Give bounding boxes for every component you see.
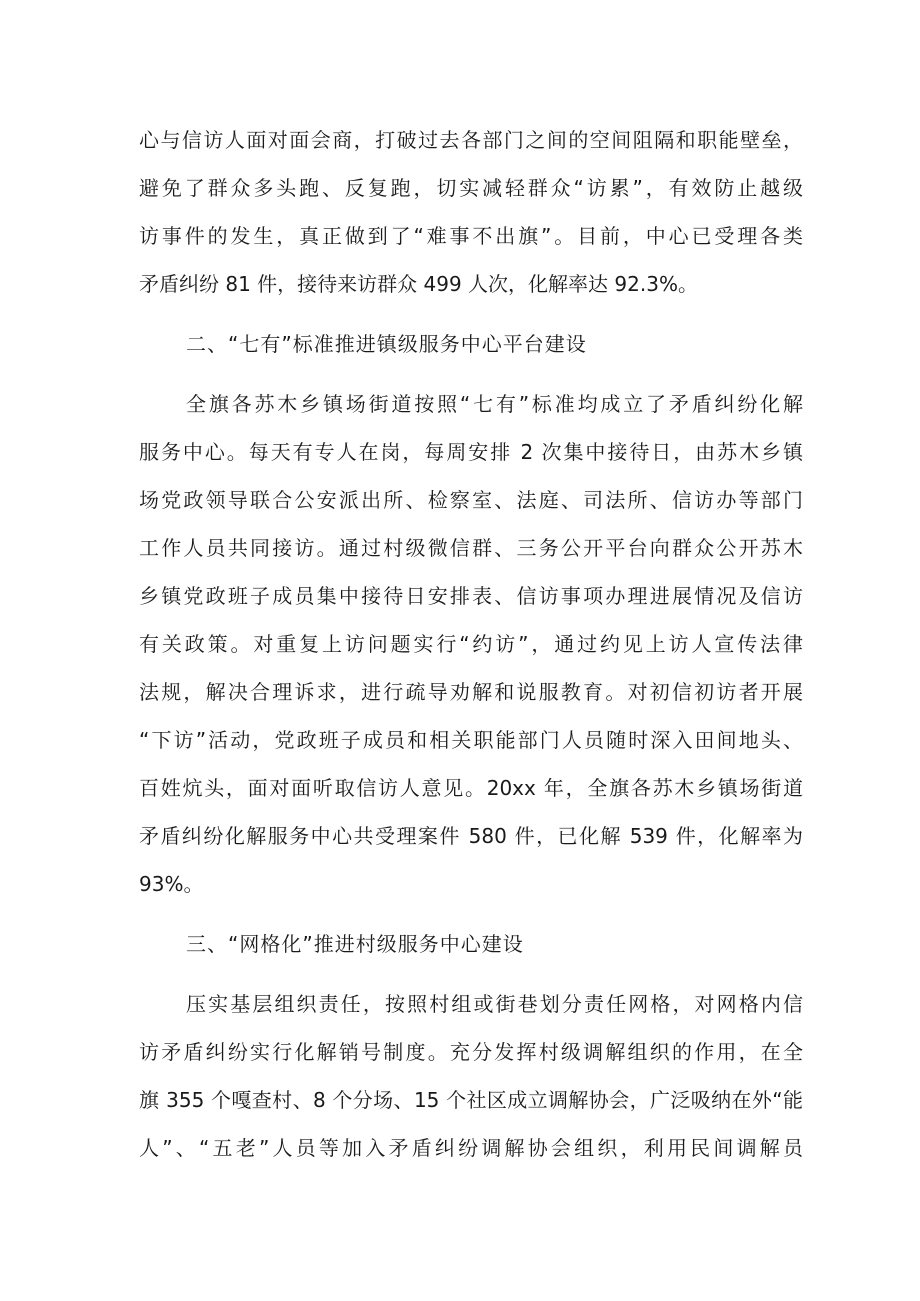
paragraph-line: 服务中心。每天有专人在岗，每周安排 2 次集中接待日，由苏木乡镇 bbox=[139, 440, 803, 464]
paragraph-line: 93%。 bbox=[139, 872, 204, 896]
paragraph-line: 矛盾纠纷 81 件，接待来访群众 499 人次，化解率达 92.3%。 bbox=[139, 272, 698, 296]
paragraph-line: 乡镇党政班子成员集中接待日安排表、信访事项办理进展情况及信访 bbox=[139, 584, 803, 608]
paragraph-line: 工作人员共同接访。通过村级微信群、三务公开平台向群众公开苏木 bbox=[139, 536, 803, 560]
section-heading: 三、“网格化”推进村级服务中心建设 bbox=[186, 932, 524, 956]
paragraph-line: 有关政策。对重复上访问题实行“约访”，通过约见上访人宣传法律 bbox=[139, 632, 803, 656]
paragraph-line: 避免了群众多头跑、反复跑，切实减轻群众“访累”，有效防止越级 bbox=[139, 176, 803, 200]
paragraph-line: 压实基层组织责任，按照村组或街巷划分责任网格，对网格内信 bbox=[186, 992, 803, 1016]
paragraph-line: 全旗各苏木乡镇场街道按照“七有”标准均成立了矛盾纠纷化解 bbox=[186, 392, 803, 416]
paragraph-line: “下访”活动，党政班子成员和相关职能部门人员随时深入田间地头、 bbox=[139, 728, 803, 752]
paragraph-line: 人”、“五老”人员等加入矛盾纠纷调解协会组织，利用民间调解员 bbox=[139, 1136, 803, 1160]
paragraph-line: 矛盾纠纷化解服务中心共受理案件 580 件，已化解 539 件，化解率为 bbox=[139, 824, 803, 848]
paragraph-line: 访矛盾纠纷实行化解销号制度。充分发挥村级调解组织的作用，在全 bbox=[139, 1040, 803, 1064]
paragraph-line: 旗 355 个嘎查村、8 个分场、15 个社区成立调解协会，广泛吸纳在外“能 bbox=[139, 1088, 803, 1112]
paragraph-line: 场党政领导联合公安派出所、检察室、法庭、司法所、信访办等部门 bbox=[139, 488, 803, 512]
paragraph-line: 法规，解决合理诉求，进行疏导劝解和说服教育。对初信初访者开展 bbox=[139, 680, 803, 704]
paragraph-line: 访事件的发生，真正做到了“难事不出旗”。目前，中心已受理各类 bbox=[139, 224, 803, 248]
paragraph-line: 百姓炕头，面对面听取信访人意见。20xx 年，全旗各苏木乡镇场街道 bbox=[139, 776, 803, 800]
section-heading: 二、“七有”标准推进镇级服务中心平台建设 bbox=[186, 332, 587, 356]
paragraph-line: 心与信访人面对面会商，打破过去各部门之间的空间阻隔和职能壁垒， bbox=[139, 128, 803, 152]
